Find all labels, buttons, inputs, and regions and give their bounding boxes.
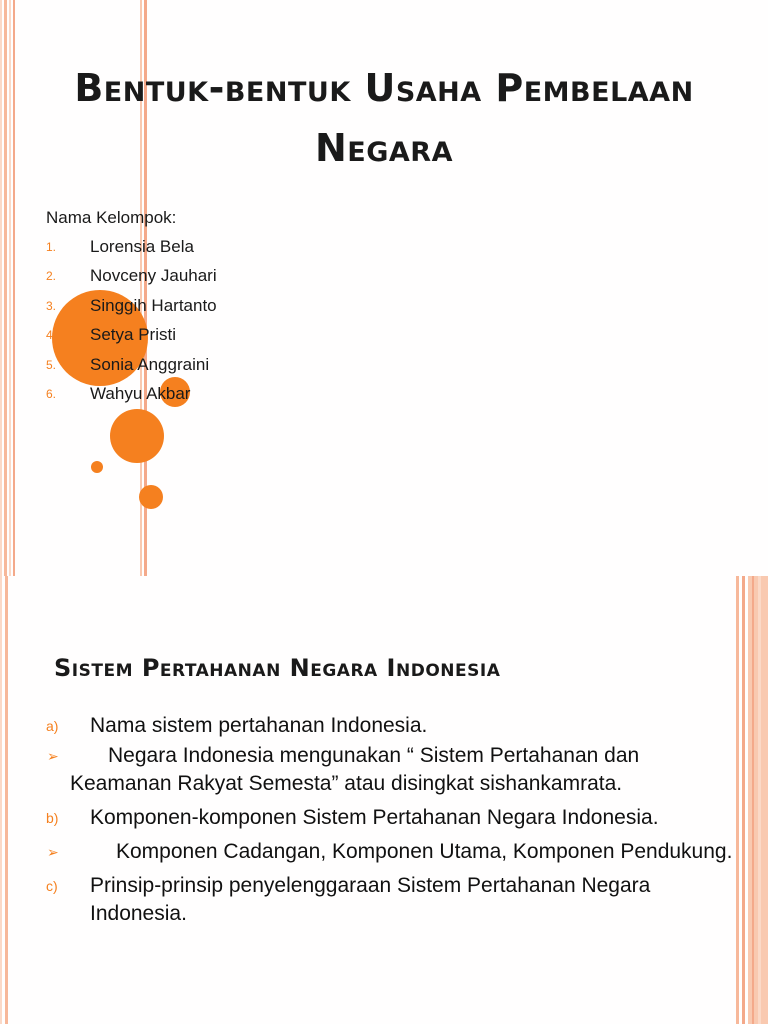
list-marker: c) — [46, 878, 58, 894]
content-slide — [0, 576, 768, 1024]
slide-title: Bentuk-bentuk Usaha Pembelaan Negara — [74, 66, 694, 170]
arrow-bullet-icon: ➢ — [47, 844, 59, 860]
decor-circle-dot — [91, 461, 103, 473]
decor-circle-small — [139, 485, 163, 509]
member-name: Sonia Anggraini — [90, 354, 210, 374]
member-name: Lorensia Bela — [90, 237, 194, 256]
list-number: 5. — [46, 357, 57, 372]
list-number: 6. — [46, 386, 57, 401]
member-name: Setya Pristi — [90, 325, 176, 345]
stripe — [13, 0, 15, 576]
stripe — [742, 576, 745, 1024]
item-text: Komponen-komponen Sistem Pertahanan Negara Indonesia. — [90, 806, 659, 829]
list-item — [0, 742, 740, 798]
item-text: Komponen Cadangan, Komponen Utama, Komponen Pendukung. — [116, 840, 733, 863]
item-text: Nama sistem pertahanan Indonesia. — [90, 714, 428, 737]
stripe — [758, 576, 761, 1024]
list-item — [0, 838, 740, 866]
list-item — [0, 872, 740, 928]
list-number: 1. — [46, 240, 57, 254]
stripe — [4, 0, 7, 576]
list-item — [0, 804, 740, 832]
list-item — [0, 712, 740, 740]
stripe — [0, 0, 2, 576]
list-marker: b) — [46, 810, 59, 826]
decor-circle-medium — [110, 409, 164, 463]
group-label: Nama Kelompok: — [46, 208, 177, 227]
arrow-bullet-icon: ➢ — [47, 748, 59, 764]
list-number: 4. — [46, 328, 57, 343]
member-name: Novceny Jauhari — [90, 266, 217, 286]
item-text: Prinsip-prinsip penyelenggaraan Sistem Pertahanan Negara Indonesia. — [90, 874, 651, 925]
stripe — [752, 576, 754, 1024]
member-name: Wahyu Akbar — [90, 383, 191, 403]
stripe — [9, 0, 11, 576]
member-name: Singgih Hartanto — [90, 295, 217, 315]
item-text: Negara Indonesia mengunakan “ Sistem Pertahanan dan Keamanan Rakyat Semesta” atau disingkat sishankamrata. — [70, 744, 640, 795]
list-marker: a) — [46, 718, 59, 734]
content-list — [0, 712, 740, 928]
list-number: 3. — [46, 298, 57, 313]
slide-title: Sistem Pertahanan Negara Indonesia — [54, 654, 501, 682]
list-number: 2. — [46, 269, 57, 284]
